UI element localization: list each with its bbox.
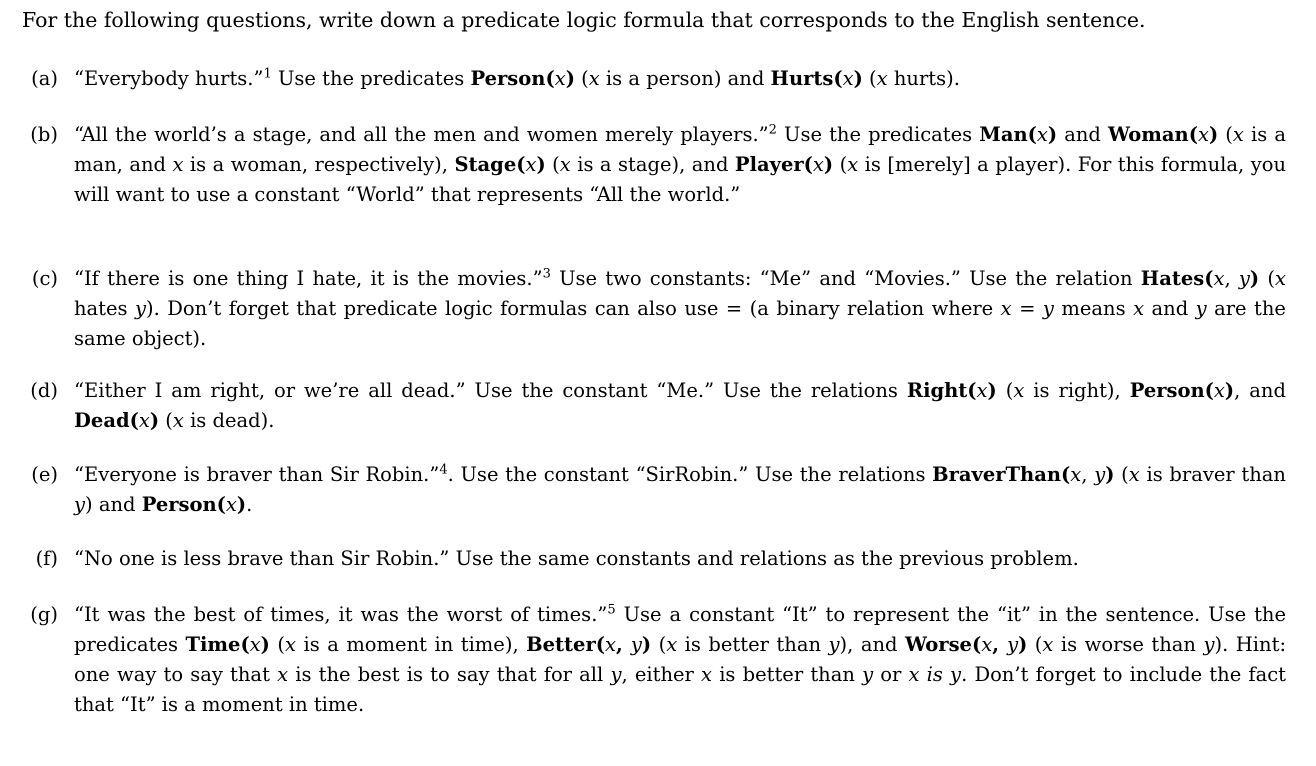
footnote-marker: 5 — [607, 602, 616, 618]
question-label: (b) — [30, 123, 58, 146]
math-variable: y — [630, 633, 642, 656]
footnote-marker: 4 — [439, 462, 448, 478]
math-variable: x — [842, 67, 854, 90]
text-run: , — [1224, 267, 1239, 290]
math-variable: x — [1042, 633, 1054, 656]
math-variable: x — [172, 153, 184, 176]
predicate-name: Hates( — [1140, 267, 1214, 290]
math-variable: y — [135, 297, 147, 320]
math-variable: y — [1203, 633, 1215, 656]
predicate-name: ) — [987, 379, 997, 402]
math-variable: x — [559, 153, 571, 176]
predicate-name: Man( — [979, 123, 1037, 146]
math-variable: x — [172, 409, 184, 432]
text-run: Use the predicates — [271, 67, 471, 90]
math-variable: x — [1213, 267, 1225, 290]
text-run: hates — [74, 297, 136, 320]
math-variable: x — [225, 493, 237, 516]
text-run: ( — [1218, 123, 1233, 146]
text-run: is a man, and — [74, 123, 1286, 176]
text-run: is worse than — [1053, 633, 1204, 656]
predicate-name: ) — [565, 67, 575, 90]
predicate-name: Right( — [906, 379, 977, 402]
text-run: “If there is one thing I hate, it is the movies.” — [74, 267, 543, 290]
text-run: Use a constant “It” to represent the “it” in the sentence. Use the predicates — [74, 603, 1287, 656]
question-text — [74, 600, 1286, 720]
text-run: ( — [159, 409, 173, 432]
instructions-text: For the following questions, write down a predicate logic formula that corresponds to the English sentence. — [22, 8, 1146, 32]
text-run: “Everybody hurts.” — [74, 67, 264, 90]
math-variable: x — [1275, 267, 1286, 290]
text-run: means — [1053, 297, 1134, 320]
math-variable: y — [74, 493, 86, 516]
text-run: , either — [621, 663, 702, 686]
predicate-name: , — [992, 633, 1008, 656]
predicate-name: Stage( — [454, 153, 526, 176]
predicate-name: ) — [236, 493, 247, 516]
math-variable: x — [525, 153, 537, 176]
predicate-name: Worse( — [904, 633, 982, 656]
math-variable: x — [1000, 297, 1012, 320]
math-variable: x — [285, 633, 296, 656]
predicate-name: Woman( — [1107, 123, 1198, 146]
text-run: “All the world’s a stage, and all the men and women merely players.” — [74, 123, 769, 146]
predicate-name: ) — [641, 633, 652, 656]
text-run: ( — [1259, 267, 1275, 290]
text-run: ( — [862, 67, 877, 90]
predicate-name: ) — [1047, 123, 1058, 146]
math-variable: x — [277, 663, 289, 686]
text-run: “No one is less brave than Sir Robin.” Use the same constants and relations as the previous problem. — [74, 547, 1079, 570]
math-variable: x — [1013, 379, 1025, 402]
text-run: and — [1144, 297, 1196, 320]
text-run: ( — [996, 379, 1014, 402]
text-run: “It was the best of times, it was the worst of times.” — [74, 603, 608, 626]
math-variable: x — [1197, 123, 1209, 146]
text-run: ( — [1114, 463, 1129, 486]
question-text — [74, 64, 1286, 94]
text-run: “Either I am right, or we’re all dead.” Use the constant “Me.” Use the relations — [74, 379, 907, 402]
predicate-name: Time( — [185, 633, 250, 656]
math-variable: x is y — [908, 663, 962, 686]
text-run: . — [246, 493, 253, 516]
predicate-name: ) — [823, 153, 834, 176]
math-variable: x — [847, 153, 859, 176]
math-variable: y — [1094, 463, 1106, 486]
text-run: is better than — [677, 633, 829, 656]
predicate-name: Hurts( — [770, 67, 843, 90]
text-run: is a moment in time), — [296, 633, 527, 656]
question-text — [74, 460, 1286, 520]
math-variable: y — [1195, 297, 1207, 320]
text-run: and — [1057, 123, 1108, 146]
predicate-name: Better( — [526, 633, 605, 656]
predicate-name: Person( — [470, 67, 555, 90]
math-variable: x — [981, 633, 993, 656]
math-variable: x — [812, 153, 824, 176]
math-variable: x — [701, 663, 713, 686]
text-run: Use the predicates — [776, 123, 980, 146]
text-run: ( — [651, 633, 667, 656]
text-run: is right), — [1024, 379, 1130, 402]
math-variable: x — [249, 633, 261, 656]
math-variable: x — [588, 67, 600, 90]
predicate-name: ) — [1018, 633, 1028, 656]
question-label: (c) — [31, 267, 58, 290]
question-text — [74, 544, 1286, 574]
predicate-name: ) — [1249, 267, 1260, 290]
math-variable: x — [1070, 463, 1082, 486]
footnote-marker: 2 — [768, 122, 777, 138]
math-variable: x — [1128, 463, 1140, 486]
predicate-name: ) — [853, 67, 863, 90]
question-text — [74, 264, 1286, 354]
text-run: Use two constants: “Me” and “Movies.” Use the relation — [550, 267, 1141, 290]
question-label: (a) — [31, 67, 58, 90]
text-run: . Don’t forget to include the fact that “It” is a moment in time. — [74, 663, 1286, 716]
text-run: ) and — [85, 493, 142, 516]
math-variable: y — [610, 663, 622, 686]
text-run: is braver than — [1139, 463, 1286, 486]
footnote-marker: 3 — [542, 266, 551, 282]
question-text — [74, 376, 1286, 436]
predicate-name: Player( — [734, 153, 813, 176]
text-run: is a stage), and — [570, 153, 735, 176]
text-run: = — [1011, 297, 1043, 320]
predicate-name: Person( — [1129, 379, 1214, 402]
text-run: ). Don’t forget that predicate logic formulas can also use = (a binary relation where — [146, 297, 1001, 320]
text-run: is a woman, respectively), — [183, 153, 455, 176]
math-variable: x — [1232, 123, 1244, 146]
math-variable: x — [604, 633, 616, 656]
text-run: ). Hint: one way to say that — [74, 633, 1287, 686]
text-run: ( — [1027, 633, 1043, 656]
text-run: or — [873, 663, 909, 686]
question-label: (e) — [31, 463, 58, 486]
text-run: “Everyone is braver than Sir Robin.” — [74, 463, 440, 486]
predicate-name: ) — [1208, 123, 1219, 146]
text-run: ( — [545, 153, 560, 176]
math-variable: x — [1036, 123, 1048, 146]
text-run: is the best is to say that for all — [288, 663, 611, 686]
question-text — [74, 120, 1286, 210]
predicate-name: BraverThan( — [932, 463, 1071, 486]
math-variable: y — [862, 663, 874, 686]
text-run: is a person) and — [599, 67, 771, 90]
text-run: ( — [269, 633, 285, 656]
text-run: is dead). — [183, 409, 275, 432]
math-variable: y — [1042, 297, 1054, 320]
math-variable: x — [876, 67, 888, 90]
predicate-name: Person( — [141, 493, 226, 516]
footnote-marker: 1 — [263, 66, 272, 82]
math-variable: x — [1213, 379, 1225, 402]
text-run: is better than — [712, 663, 863, 686]
math-variable: y — [828, 633, 840, 656]
text-run: hurts). — [887, 67, 960, 90]
text-run: are the same object). — [74, 297, 1286, 350]
math-variable: x — [554, 67, 566, 90]
math-variable: y — [1007, 633, 1019, 656]
question-label: (g) — [30, 603, 58, 626]
predicate-name: ) — [536, 153, 546, 176]
question-label: (d) — [30, 379, 58, 402]
text-run: ( — [574, 67, 589, 90]
predicate-name: ) — [149, 409, 160, 432]
math-variable: x — [1133, 297, 1145, 320]
text-run: ( — [833, 153, 848, 176]
text-run: is [merely] a player). For this formula, you will want to use a constant “World” that represents “All the world.” — [74, 153, 1287, 206]
predicate-name: Dead( — [74, 409, 139, 432]
text-run: , and — [1234, 379, 1286, 402]
predicate-name: ) — [1224, 379, 1235, 402]
predicate-name: ) — [260, 633, 270, 656]
predicate-name: , — [615, 633, 631, 656]
math-variable: y — [1238, 267, 1250, 290]
predicate-name: ) — [1105, 463, 1115, 486]
text-run: . Use the constant “SirRobin.” Use the relations — [447, 463, 933, 486]
math-variable: x — [976, 379, 988, 402]
text-run: , — [1081, 463, 1095, 486]
question-label: (f) — [35, 547, 58, 570]
math-variable: x — [666, 633, 678, 656]
math-variable: x — [138, 409, 150, 432]
text-run: ), and — [839, 633, 905, 656]
